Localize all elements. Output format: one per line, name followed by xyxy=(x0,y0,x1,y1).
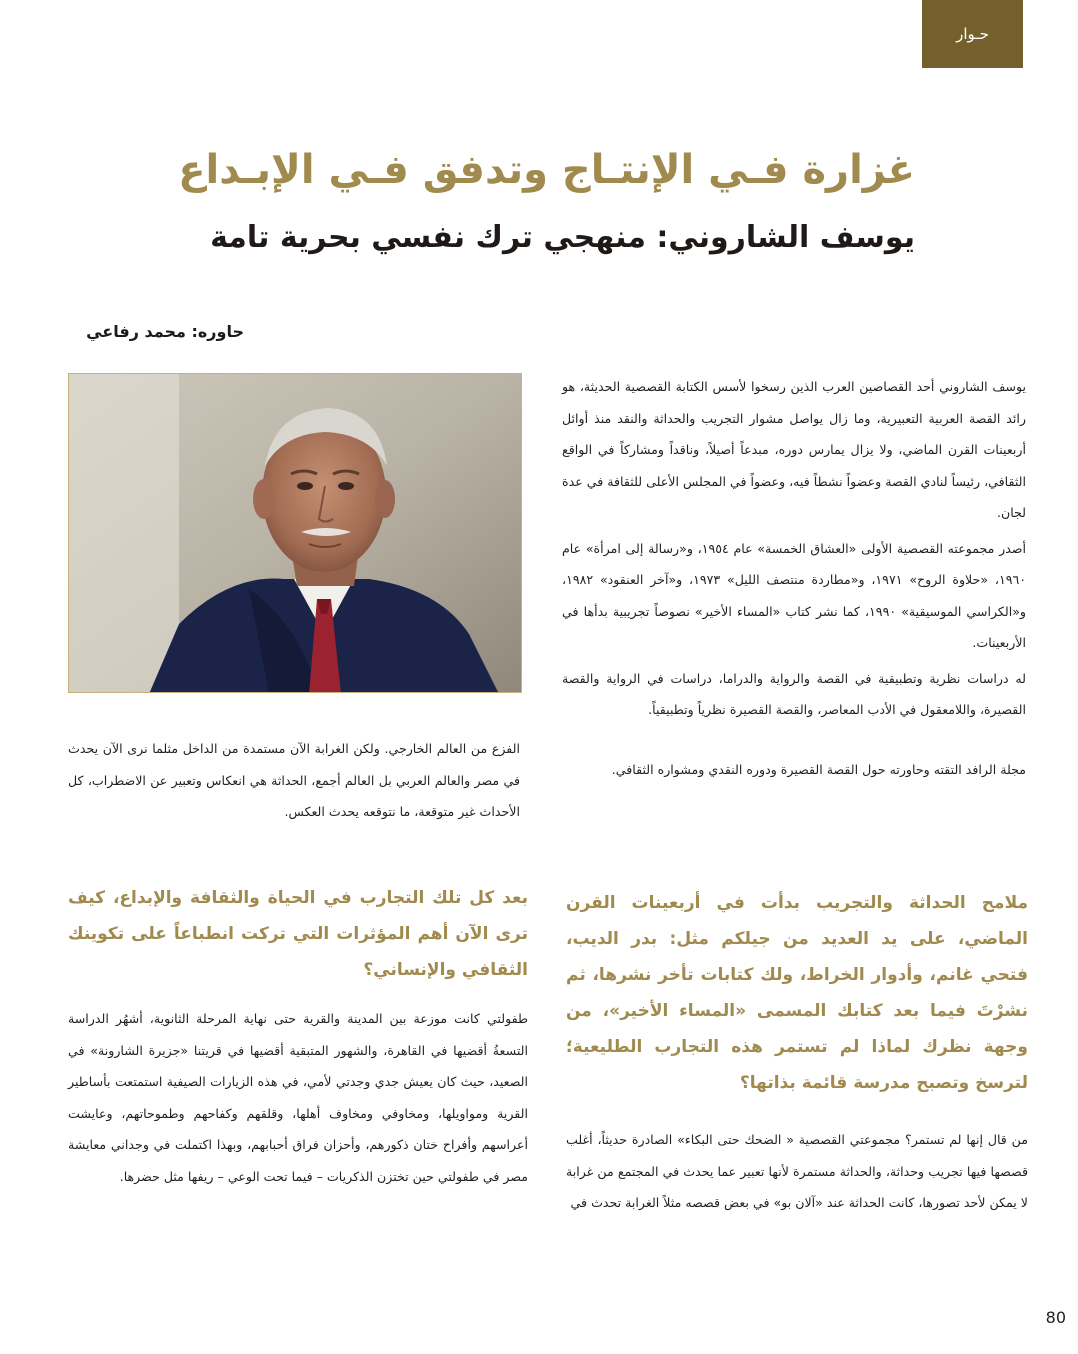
intro-paragraph: أصدر مجموعته القصصية الأولى «العشاق الخمسة» عام ١٩٥٤، و«رسالة إلى امرأة» عام ١٩٦٠، «حلاوة الروح» ١٩٧١، و«مطاردة منتصف الليل» ١٩٧٣، و«آخر العنقود» ١٩٨٢، و«الكراسي الموسيقية» ١٩٩٠، كما نشر كتاب «المساء الأخير» نصوصاً تجريبية بدأها في الأربعينات. xyxy=(562,540,1026,650)
intro-paragraph: له دراسات نظرية وتطبيقية في القصة والرواية والدراما، دراسات في الرواية والقصة القصيرة، واللامعقول في الأدب المعاصر، والقصة القصيرة نظرياً وتطبيقياً. xyxy=(562,670,1026,717)
page-number: 80 xyxy=(1045,1308,1066,1327)
interview-question: بعد كل تلك التجارب في الحياة والثقافة والإبداع، كيف ترى الآن أهم المؤثرات التي تركت انطباعاً على تكوينك الثقافي والإنساني؟ xyxy=(68,888,528,980)
intro-paragraph: مجلة الرافد التقته وحاورته حول القصة القصيرة ودوره النقدي ومشواره الثقافي. xyxy=(611,761,1026,777)
section-tab xyxy=(922,0,1023,68)
intro-paragraph: يوسف الشاروني أحد القصاصين العرب الذين رسخوا لأسس الكتابة القصصية الحديثة، هو رائد القصة العربية التعبيرية، وما زال يواصل مشوار التجريب والحداثة والنقد منذ أوائل أربعينات القرن الماضي، ولا يزال يمارس دوره، مبدعاً أصيلاً، وناقداً ومشاركاً في الواقع الثقافي، رئيساً لنادي القصة وعضواً نشطاً فيه، وعضواً في المجلس الأعلى للثقافة في عدة لجان. xyxy=(562,379,1026,520)
answer-column xyxy=(68,1003,528,1196)
article-title: غزارة فـي الإنتـاج وتدفق فـي الإبـداع xyxy=(178,147,915,193)
portrait-photo xyxy=(68,373,522,693)
answer-paragraph: من قال إنها لم تستمر؟ مجموعتي القصصية « الضحك حتى البكاء» الصادرة حديثاً، أغلب قصصها فيها تجريب وحداثة، والحداثة مستمرة لأنها تعبير عما يحدث في المجتمع من غرابة لا يمكن لأحد تصورها، كانت الحداثة عند «آلان بو» في بعض قصصه مثلاً الغرابة تحدث في xyxy=(566,1132,1028,1210)
article-byline: حاوره: محمد رفاعي xyxy=(86,322,244,341)
answer-paragraph: طفولتي كانت موزعة بين المدينة والقرية حتى نهاية المرحلة الثانوية، أشهُر الدراسة التسعةُ أقضيها في القاهرة، والشهور المتبقية أقضيها في قريتنا «جزيرة الشارونة» في الصعيد، حيث كان يعيش جدي وجدتي لأمي، في هذه الزيارات الصيفية استمتعت بأساطير القرية ومواويلها، ومخاوفي ومخاوف أهلها، وقلقهم وكفاحهم وطموحاتهم، وعايشت أعراسهم وأفراح ختان ذكورهم، وأحزان فراق أحبابهم، وبهذا اكتملت في وجداني معايشة مصر في طفولتي حين تختزن الذكريات – فيما تحت الوعي – ريفها مثل حضرها. xyxy=(68,1011,528,1184)
interview-question: ملامح الحداثة والتجريب بدأت في أربعينات القرن الماضي، على يد العديد من جيلكم مثل: بدر الديب، فتحي غانم، وأدوار الخراط، ولك كتابات تأخر نشرها، ثم نشرْتَ فيما بعد كتابك المسمى «المساء الأخير»، من وجهة نظرك لماذا لم تستمر هذه التجارب الطليعية؛ لترسخ وتصبح مدرسة قائمة بذاتها؟ xyxy=(566,893,1028,1093)
portrait-photo-icon xyxy=(69,374,522,693)
continuation-column xyxy=(68,733,520,832)
section-label: حـوار xyxy=(956,25,989,43)
article-subtitle: يوسف الشاروني: منهجي ترك نفسي بحرية تامة xyxy=(210,220,915,255)
answer-column xyxy=(566,1124,1028,1223)
continuation-paragraph: الفزع من العالم الخارجي. ولكن الغرابة الآن مستمدة من الداخل مثلما نرى الآن يحدث في مصر والعالم العربي بل العالم أجمع، الحداثة هي انعكاس وتعبير عن الاضطراب، كل الأحداث غير متوقعة، ما نتوقعه يحدث العكس. xyxy=(68,741,520,819)
intro-column xyxy=(562,371,1026,789)
